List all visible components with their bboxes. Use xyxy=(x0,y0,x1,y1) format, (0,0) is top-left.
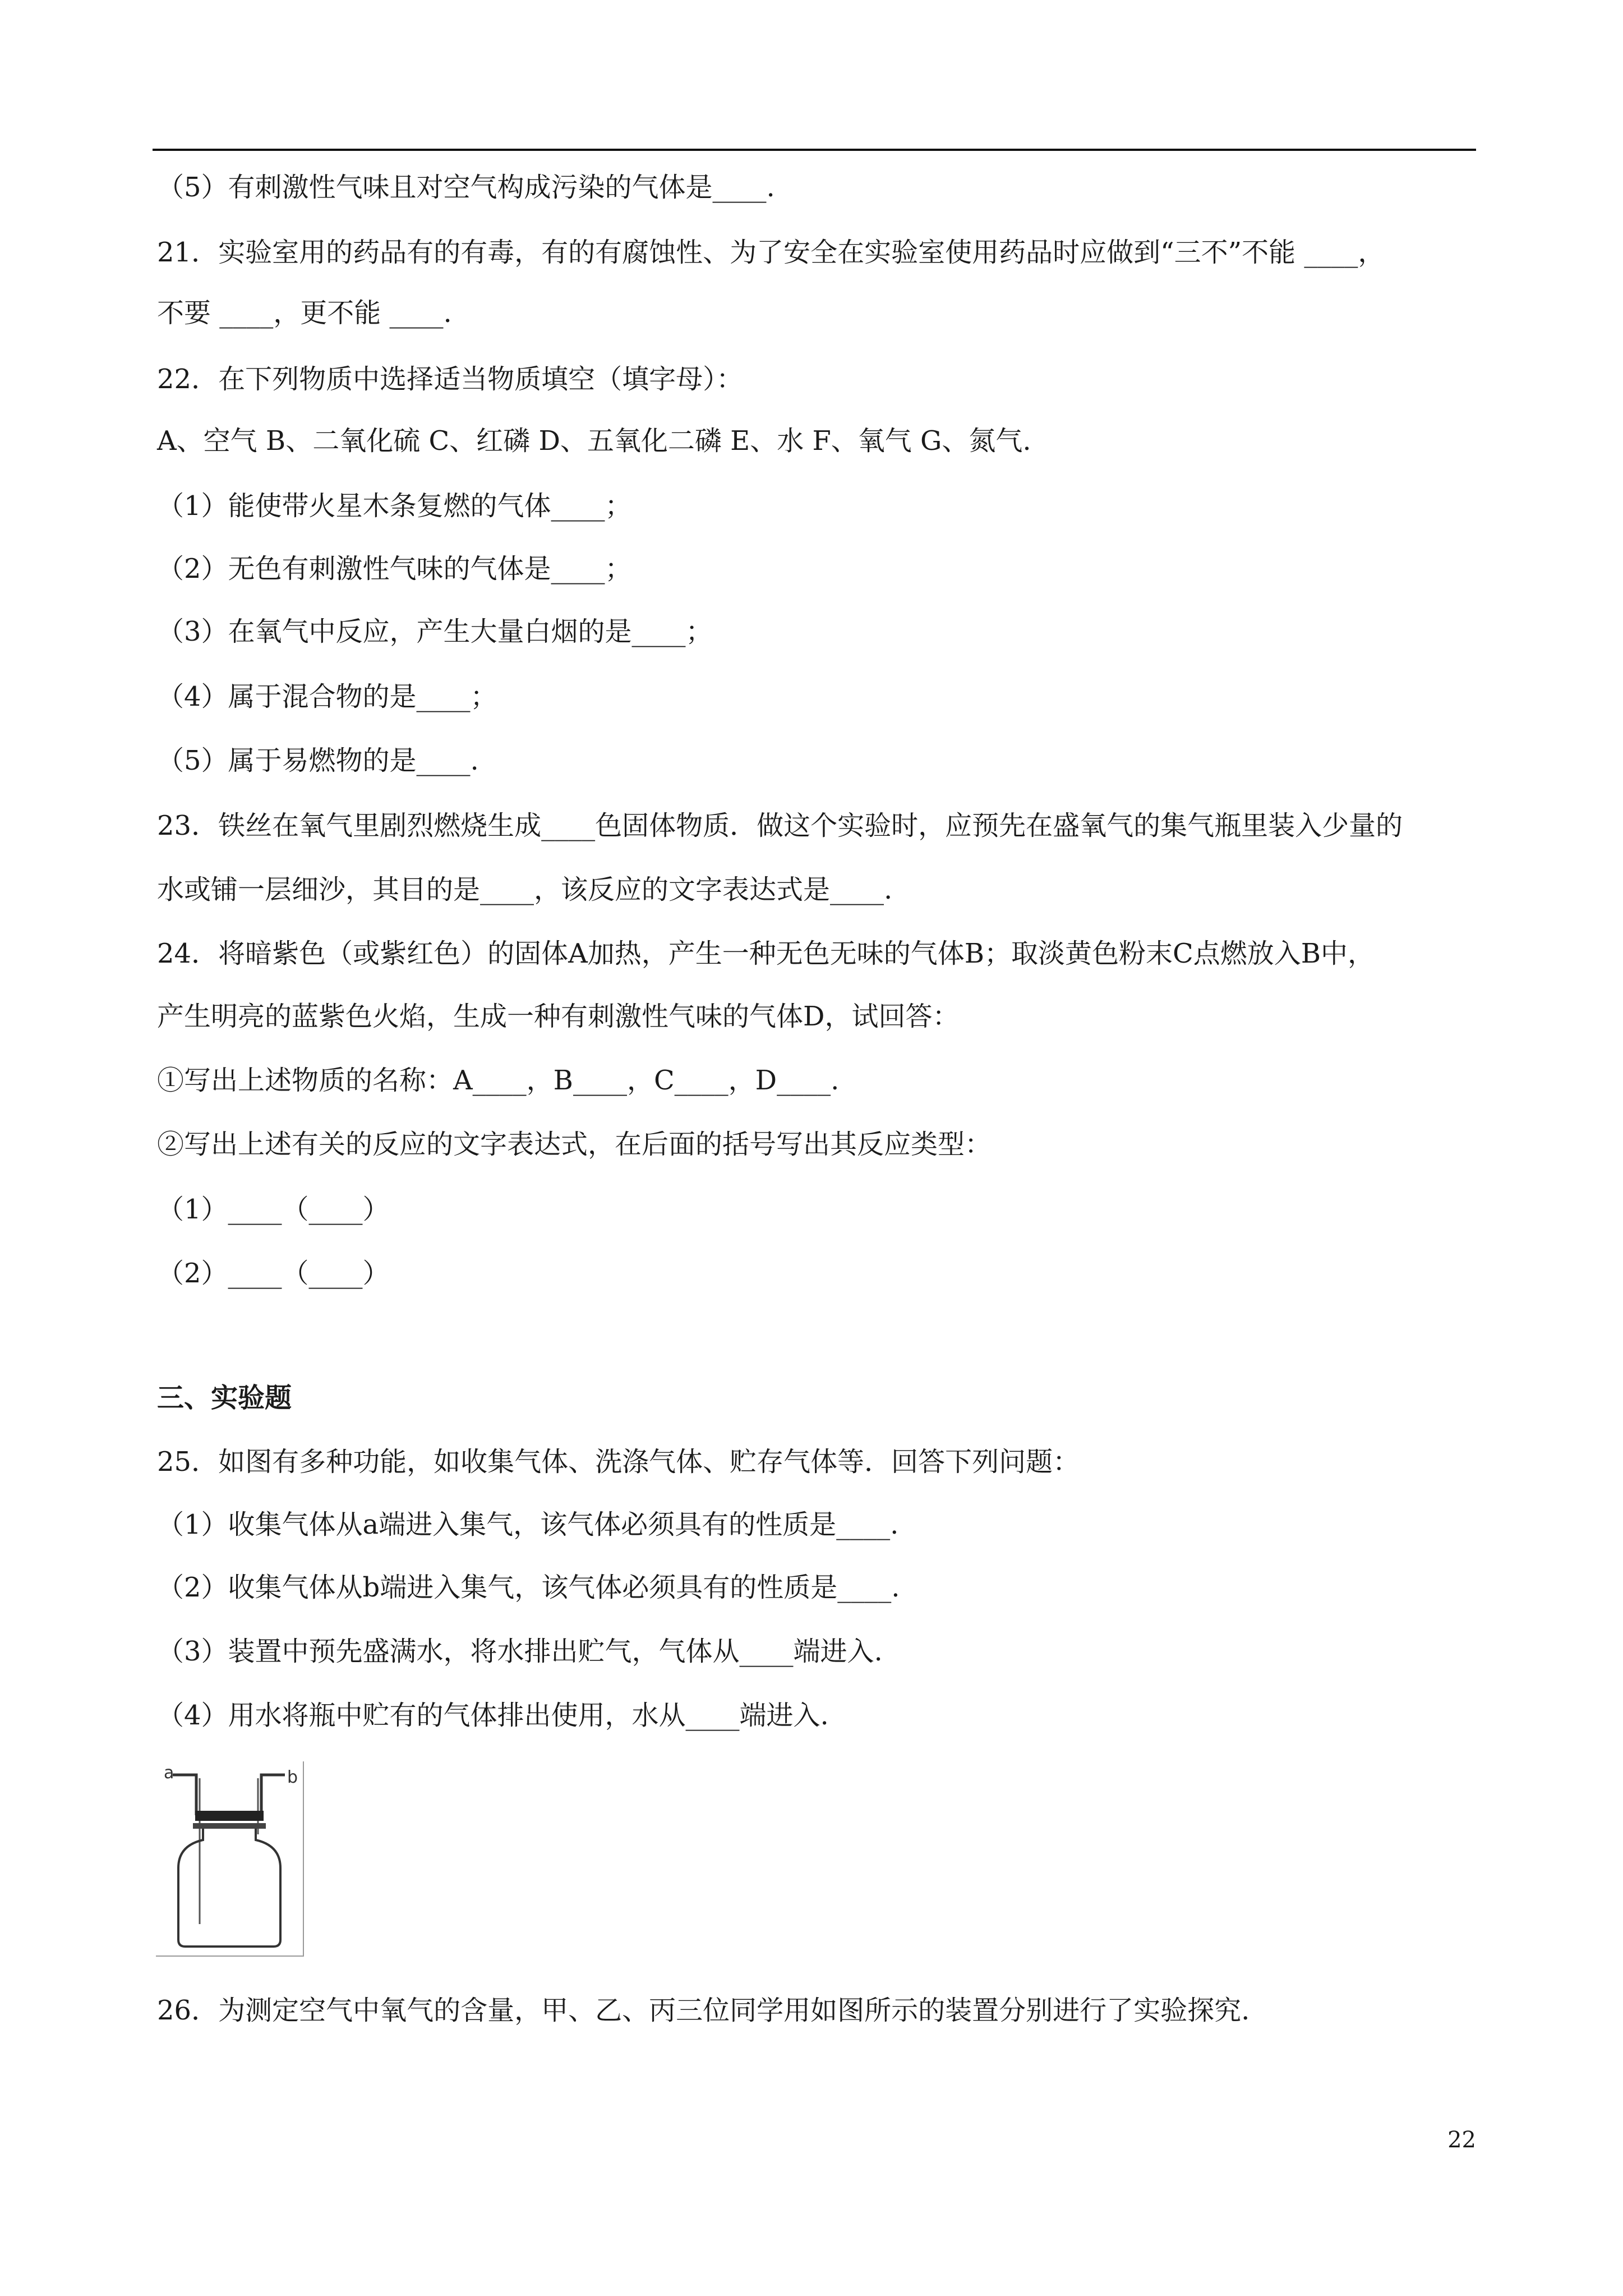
q24-sub-equations: ②写出上述有关的反应的文字表达式，在后面的括号写出其反应类型： xyxy=(157,1129,992,1160)
q25-sub1: （1）收集气体从a端进入集气，该气体必须具有的性质是____. xyxy=(157,1509,899,1540)
q21-line2: 不要 ____，更不能 ____. xyxy=(157,297,452,329)
figure-label-a: a xyxy=(164,1763,174,1783)
q23-line1: 23．铁丝在氧气里剧烈燃烧生成____色固体物质．做这个实验时，应预先在盛氧气的集气瓶里装入少量的 xyxy=(157,810,1403,841)
q22-sub3: （3）在氧气中反应，产生大量白烟的是____； xyxy=(157,616,713,647)
q25-sub3: （3）装置中预先盛满水，将水排出贮气，气体从____端进入. xyxy=(157,1636,883,1667)
header-rule xyxy=(153,149,1476,151)
q22-sub5: （5）属于易燃物的是____. xyxy=(157,745,479,776)
figure-label-b: b xyxy=(287,1768,298,1787)
q22-stem: 22．在下列物质中选择适当物质填空（填字母）： xyxy=(157,364,744,395)
q22-sub2: （2）无色有刺激性气味的气体是____； xyxy=(157,553,632,585)
q24-sub-names: ①写出上述物质的名称：A____，B____，C____，D____. xyxy=(157,1065,840,1096)
q22-options: A、空气 B、二氧化硫 C、红磷 D、五氧化二磷 E、水 F、氧气 G、氮气. xyxy=(157,425,1031,457)
gas-washing-bottle-icon xyxy=(156,1761,303,1955)
q24-line1: 24．将暗紫色（或紫红色）的固体A加热，产生一种无色无味的气体B；取淡黄色粉末C点燃放入B中， xyxy=(157,938,1375,969)
q24-eq2: （2）____（____） xyxy=(157,1258,390,1289)
q22-sub4: （4）属于混合物的是____； xyxy=(157,681,497,712)
q25-sub4: （4）用水将瓶中贮有的气体排出使用，水从____端进入. xyxy=(157,1700,829,1731)
q26-stem: 26．为测定空气中氧气的含量，甲、乙、丙三位同学用如图所示的装置分别进行了实验探究. xyxy=(157,1995,1250,2026)
q22-sub1: （1）能使带火星木条复燃的气体____； xyxy=(157,490,632,522)
q25-sub2: （2）收集气体从b端进入集气，该气体必须具有的性质是____. xyxy=(157,1572,900,1603)
q23-line2: 水或铺一层细沙，其目的是____，该反应的文字表达式是____. xyxy=(157,874,893,905)
page-number: 22 xyxy=(1447,2127,1476,2153)
q25-stem: 25．如图有多种功能，如收集气体、洗涤气体、贮存气体等．回答下列问题： xyxy=(157,1446,1080,1478)
q24-eq1: （1）____（____） xyxy=(157,1194,390,1225)
q24-line2: 产生明亮的蓝紫色火焰，生成一种有刺激性气味的气体D，试回答： xyxy=(157,1001,960,1032)
q20-sub5: （5）有刺激性气味且对空气构成污染的气体是____. xyxy=(157,172,775,203)
q21-line1: 21．实验室用的药品有的有毒，有的有腐蚀性、为了安全在实验室使用药品时应做到“三不”不能 ____， xyxy=(157,237,1385,268)
gas-bottle-figure xyxy=(156,1761,304,1957)
section-title-experiments: 三、实验题 xyxy=(157,1382,292,1414)
